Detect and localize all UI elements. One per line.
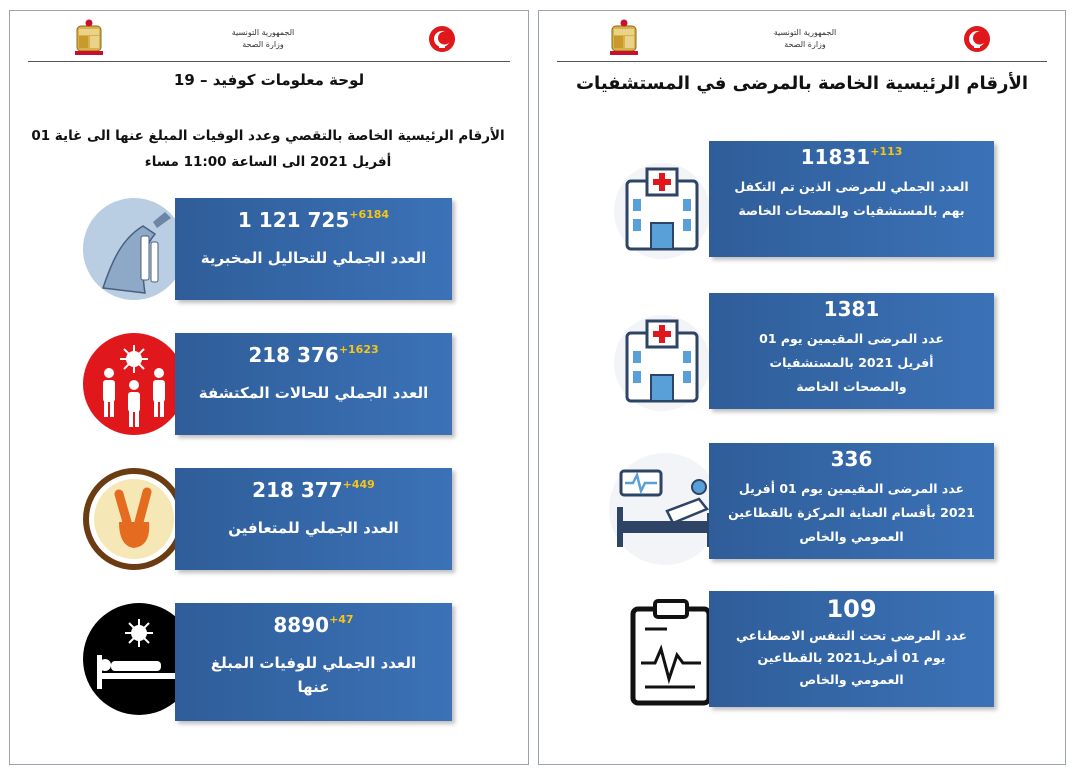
hospitalized-current-card	[709, 293, 994, 409]
hospitalized-total-label: العدد الجملي للمرضى الذين تم التكفل بهم بالمستشفيات والمصحات الخاصة	[734, 179, 969, 218]
cases-value: 218 $376^{+1623}$	[248, 343, 379, 367]
cases-card	[175, 333, 452, 435]
hospitalized-current-label: عدد المرضى المقيمين يوم 01 أفريل 2021 بالمستشفيات والمصحات الخاصة	[759, 331, 944, 394]
hospital-icon	[607, 313, 717, 413]
deaths-label: العدد الجملي للوفيات المبلغ عنها	[210, 654, 417, 696]
header-rule	[28, 61, 510, 62]
deaths-card	[175, 603, 452, 721]
left-page	[9, 10, 529, 765]
deaths-value: $8890^{+47}$	[273, 613, 354, 637]
icu-card	[709, 443, 994, 559]
page-header	[539, 11, 1065, 63]
page-title: الأرقام الرئيسية الخاصة بالمرضى في المستشفيات	[575, 73, 1029, 94]
hospitalized-total-value: $11831^{+113}$	[800, 145, 903, 169]
lab-swab-icon	[83, 198, 185, 300]
header-rule	[557, 61, 1047, 62]
virus-people-icon	[83, 333, 185, 435]
icu-label: عدد المرضى المقيمين يوم 01 أفريل 2021 بأقسام العناية المركزة بالقطاعين العمومي والخاص	[728, 481, 975, 544]
clipboard-pulse-icon	[629, 599, 713, 707]
ventilator-label: عدد المرضى تحت التنفس الاصطناعي يوم 01 أفريل2021 بالقطاعين العمومي والخاص	[735, 628, 968, 687]
icu-value: 336	[830, 447, 873, 471]
tunisia-coat-of-arms-icon	[607, 19, 641, 57]
recovered-label: العدد الجملي للمتعافين	[228, 519, 399, 537]
recovered-value: 218 $377^{+449}$	[252, 478, 375, 502]
victory-hand-icon	[83, 468, 185, 570]
hospitalized-total-card	[709, 141, 994, 257]
right-page	[538, 10, 1066, 765]
page-header	[10, 11, 528, 63]
ministry-name: الجمهورية التونسية وزارة الصحة	[773, 28, 837, 49]
cases-label: العدد الجملي للحالات المكتشفة	[198, 384, 429, 402]
tests-label: العدد الجملي للتحاليل المخبرية	[200, 249, 427, 267]
hospitalized-current-value: 1381	[823, 297, 880, 321]
ventilator-value: 109	[826, 595, 877, 623]
tests-value: 1 121 $725^{+6184}$	[237, 208, 390, 232]
red-crescent-logo-icon	[428, 25, 456, 53]
ventilator-card	[709, 591, 994, 707]
page-subtitle: الأرقام الرئيسية الخاصة بالتقصي وعدد الوفيات المبلغ عنها الى غاية 01 أفريل 2021 الى الساعة 11:00 مساء	[31, 128, 505, 170]
ministry-name: الجمهورية التونسية وزارة الصحة	[231, 28, 295, 49]
hospital-icon	[607, 161, 717, 261]
page-title: لوحة معلومات كوفيد – 19	[173, 71, 365, 89]
tunisia-coat-of-arms-icon	[72, 19, 106, 57]
recovered-card	[175, 468, 452, 570]
tests-card	[175, 198, 452, 300]
icu-bed-icon	[607, 451, 723, 567]
red-crescent-logo-icon	[963, 25, 991, 53]
